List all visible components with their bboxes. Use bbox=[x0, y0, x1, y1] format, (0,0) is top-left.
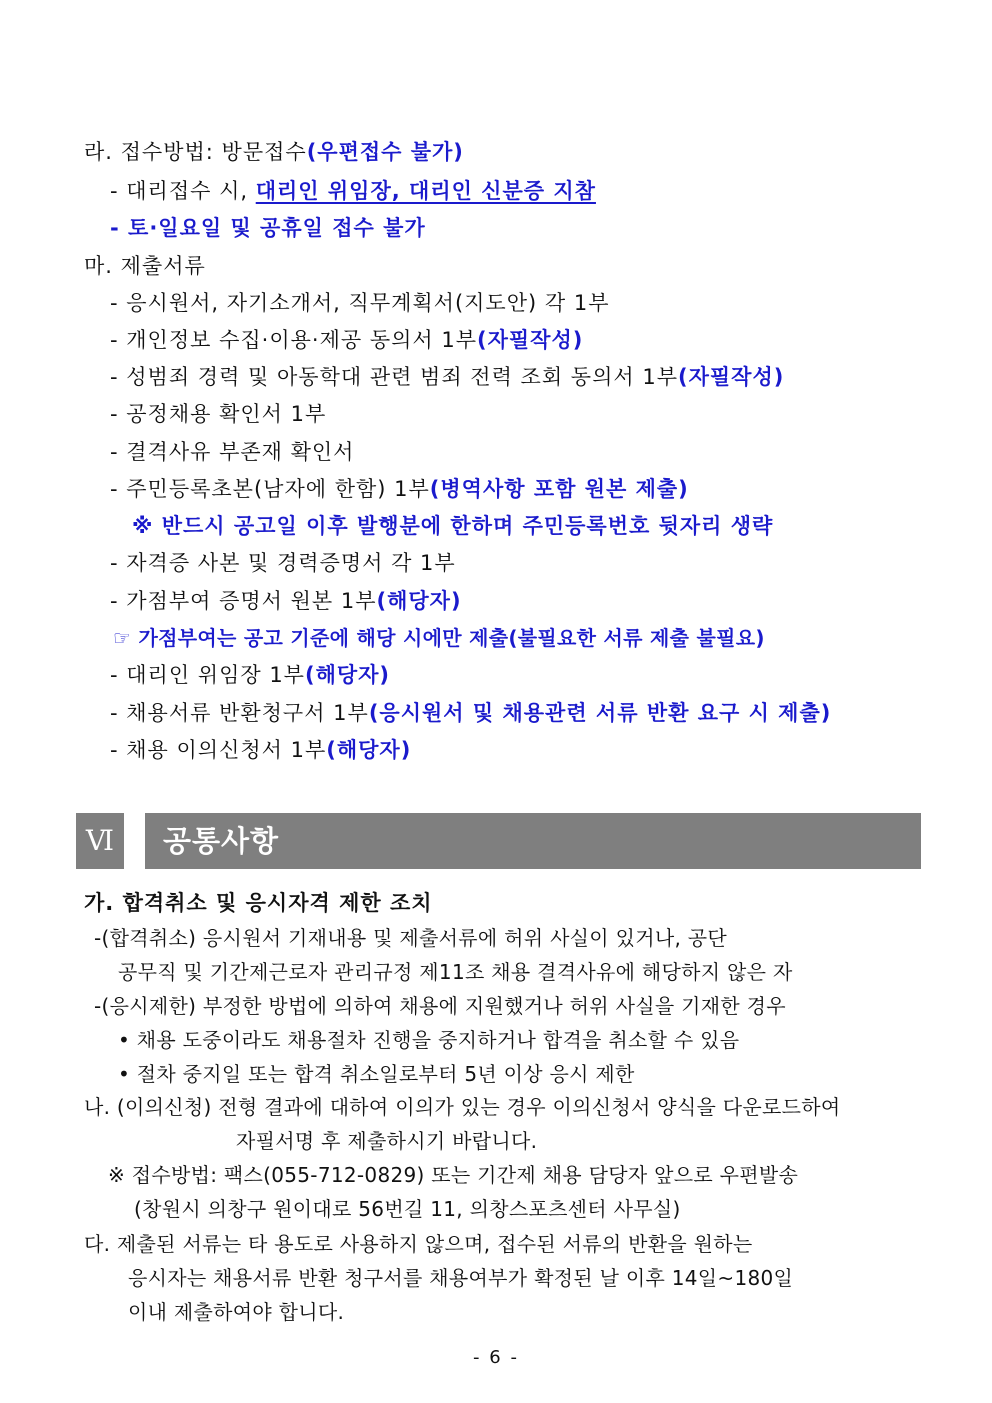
ma-item bbox=[110, 437, 354, 467]
ma-item-text: - 채용 이의신청서 1부 bbox=[110, 738, 327, 762]
page-number: - 6 - bbox=[473, 1347, 519, 1368]
ma-item bbox=[110, 586, 462, 616]
ma-item-text: - 가점부여 증명서 원본 1부 bbox=[110, 589, 377, 613]
ra-heading-line bbox=[84, 137, 464, 167]
ma-item bbox=[110, 288, 609, 318]
da-line: 응시자는 채용서류 반환 청구서를 채용여부가 확정된 날 이후 14일~180일 bbox=[128, 1266, 794, 1290]
na-note: (창원시 의창구 원이대로 56번길 11, 의창스포츠센터 사무실) bbox=[134, 1197, 681, 1221]
ma-item bbox=[110, 698, 831, 728]
ma-item-text: - 자격증 사본 및 경력증명서 각 1부 bbox=[110, 551, 456, 575]
ma-item-remark bbox=[113, 623, 765, 653]
ma-item bbox=[110, 660, 390, 690]
na-note: ※ 접수방법: 팩스(055-712-0829) 또는 기간제 채용 담당자 앞으로 우편발송 bbox=[108, 1163, 799, 1187]
ma-item-text: - 성범죄 경력 및 아동학대 관련 범죄 전력 조회 동의서 1부 bbox=[110, 365, 678, 389]
ma-item-note: ☞ 가점부여는 공고 기준에 해당 시에만 제출(불필요한 서류 제출 불필요) bbox=[113, 626, 765, 650]
section-title-bar bbox=[145, 813, 921, 869]
ra-item-proxy-text: - 대리접수 시, bbox=[110, 179, 256, 203]
ma-item bbox=[110, 399, 326, 429]
ga-bullet: • 절차 중지일 또는 합격 취소일로부터 5년 이상 응시 제한 bbox=[118, 1062, 635, 1086]
ma-item-note: ※ 반드시 공고일 이후 발행분에 한하며 주민등록번호 뒷자리 생략 bbox=[132, 514, 774, 538]
ma-item-text: - 채용서류 반환청구서 1부 bbox=[110, 701, 369, 725]
ra-item-proxy bbox=[110, 176, 596, 206]
ma-item-text: - 대리인 위임장 1부 bbox=[110, 663, 305, 687]
ma-item-text: - 개인정보 수집·이용·제공 동의서 1부 bbox=[110, 328, 477, 352]
ma-heading: 마. 제출서류 bbox=[84, 254, 206, 278]
ma-item-note: (자필작성) bbox=[477, 328, 584, 352]
ma-item-note: (자필작성) bbox=[677, 365, 785, 389]
ga-line: 공무직 및 기간제근로자 관리규정 제11조 채용 결격사유에 해당하지 않은 자 bbox=[118, 960, 793, 984]
ma-item-text: - 공정채용 확인서 1부 bbox=[110, 402, 327, 426]
ma-item-note: (응시원서 및 채용관련 서류 반환 요구 시 제출) bbox=[368, 701, 832, 725]
ga-heading: 가. 합격취소 및 응시자격 제한 조치 bbox=[84, 891, 433, 915]
ra-item-holiday: - 토·일요일 및 공휴일 접수 불가 bbox=[110, 216, 426, 240]
section-number-badge: Ⅵ bbox=[76, 813, 124, 869]
ra-heading-note: (우편접수 불가) bbox=[306, 140, 464, 164]
da-line: 이내 제출하여야 합니다. bbox=[128, 1300, 345, 1324]
ma-item bbox=[110, 548, 456, 578]
ga-line: -(합격취소) 응시원서 기재내용 및 제출서류에 허위 사실이 있거나, 공단 bbox=[94, 926, 727, 950]
ga-bullet: • 채용 도중이라도 채용절차 진행을 중지하거나 합격을 취소할 수 있음 bbox=[118, 1028, 740, 1052]
ma-item-text: - 주민등록초본(남자에 한함) 1부 bbox=[110, 477, 430, 501]
ra-heading: 라. 접수방법: 방문접수 bbox=[84, 140, 307, 164]
ma-item bbox=[110, 362, 784, 392]
ma-item-note: (병역사항 포함 원본 제출) bbox=[429, 477, 689, 501]
na-line: 나. (이의신청) 전형 결과에 대하여 이의가 있는 경우 이의신청서 양식을 다운로드하여 bbox=[84, 1095, 841, 1119]
da-line: 다. 제출된 서류는 타 용도로 사용하지 않으며, 접수된 서류의 반환을 원하는 bbox=[84, 1232, 753, 1256]
ma-item-note: (해당자) bbox=[376, 589, 462, 613]
ma-item-note: (해당자) bbox=[326, 738, 412, 762]
section-title: 공통사항 bbox=[163, 824, 280, 858]
ma-item bbox=[110, 474, 689, 504]
na-line: 자필서명 후 제출하시기 바랍니다. bbox=[236, 1129, 538, 1153]
ma-item bbox=[110, 735, 411, 765]
ma-item-note: (해당자) bbox=[304, 663, 391, 687]
ma-item-text: - 결격사유 부존재 확인서 bbox=[110, 440, 355, 464]
ma-item-text: - 응시원서, 자기소개서, 직무계획서(지도안) 각 1부 bbox=[110, 291, 610, 315]
ga-line: -(응시제한) 부정한 방법에 의하여 채용에 지원했거나 허위 사실을 기재한 경우 bbox=[94, 994, 786, 1018]
ma-item bbox=[110, 325, 583, 355]
ma-item-remark bbox=[132, 511, 773, 541]
ra-item-proxy-note: 대리인 위임장, 대리인 신분증 지참 bbox=[255, 179, 596, 203]
